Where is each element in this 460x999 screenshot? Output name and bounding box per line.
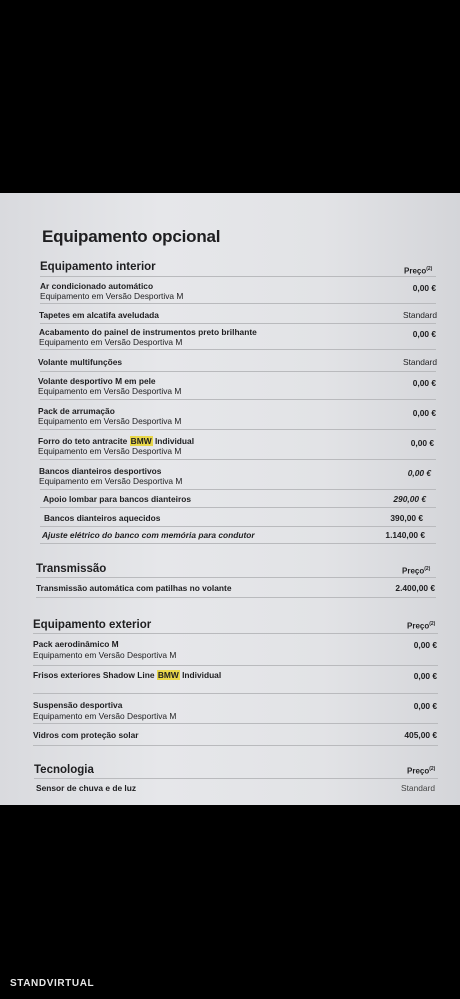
document-page: Equipamento opcional Equipamento interior Preço$^{(2)}$ Ar condicionado automático Equipamento em Versão Desportiva M 0,00 € Tapetes em alcatifa aveludada Standard Acabamento do painel de instrumentos preto brilhante Equipamento em Versão Desportiva M 0,00 € Volante multifunções Standard Volante desportivo M em pele Equipamento em Versão Desportiva M 0,00 € Pack de arrumação Equipamento em Versão Desportiva M 0,00 € Forro do teto antracite BMW Individual Equipamento em Versão Desportiva M 0,00 € Bancos dianteiros desportivos Equipamento em Versão Desportiva M 0,00 € Apoio lombar para bancos dianteiros 290,00 € Bancos dianteiros aquecidos 390,00 € Ajuste elétrico do banco com memória para condutor 1.140,00 € Transmissão Preço$^{(2)}$ Transmissão automática com patilhas no volante 2.400,00 € Equipamento exterior Preço$^{(2)}$ Pack aerodinâmico M Equipamento em Versão Desportiva M 0,00 € Frisos exteriores Shadow Line BMW Individual 0,00 € Suspensão desportiva Equipamento em Versão Desportiva M 0,00 € Vidros com proteção solar 405,00 € Tecnologia Preço$^{(2)}$ Sensor de chuva e de luz Standard	[0, 193, 460, 805]
price-header-transmission: Preço$^{(2)}$	[402, 566, 431, 576]
section-heading-exterior: Equipamento exterior	[33, 619, 152, 631]
price-header-technology: Preço$^{(2)}$	[407, 766, 436, 776]
document-title: Equipamento opcional	[42, 227, 221, 246]
brand-highlight: BMW	[157, 670, 179, 680]
section-heading-transmission: Transmissão	[36, 563, 107, 575]
divider	[40, 276, 436, 277]
section-heading-technology: Tecnologia	[34, 764, 94, 776]
brand-highlight: BMW	[130, 436, 152, 446]
price-header-exterior: Preço$^{(2)}$	[407, 621, 436, 631]
price-header-interior: Preço$^{(2)}$	[404, 266, 433, 276]
watermark-logo: STANDVIRTUAL	[10, 978, 95, 989]
section-heading-interior: Equipamento interior	[40, 261, 156, 273]
